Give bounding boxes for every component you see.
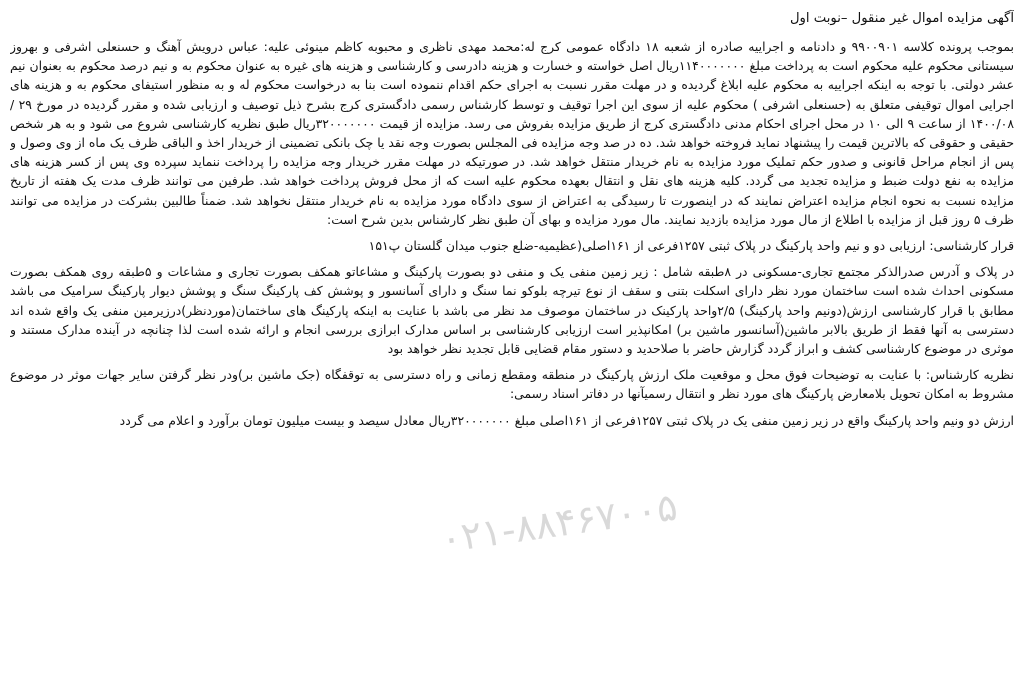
notice-body-paragraph: بموجب پرونده کلاسه ۹۹۰۰۹۰۱ و دادنامه و اجراییه صادره از شعبه ۱۸ دادگاه عمومی کرج له:محمد مهدی ناظری و محبوبه کاظم مینوئی علیه: عباس درویش آهنگ و حسنعلی اشرفی و بهروز سیستانی محکوم علیه محکوم است به پرداخت مبلغ ۱۱۴۰۰۰۰۰۰۰ریال اصل خواسته و خسارت و هزینه دادرسی و کارشناسی و هزینه های غیره به عنوان محکوم به و نیم درصد محکوم به بعنوان نیم عشر دولتی. با توجه به اینکه اجراییه به محکوم علیه ابلاغ گردیده و در مهلت مقرر نسبت به اجرای حکم اقدام ننموده است بنا به درخواست محکوم له و به منظور استیفای محکوم به و هزینه های اجرایی اموال توقیفی متعلق به (حسنعلی اشرفی ) محکوم علیه از سوی این اجرا توقیف و توسط کارشناس رسمی دادگستری کرج بشرح ذیل توصیف و ارزیابی شده و مقرر گردیده در مورخ ۲۹ / ۱۴۰۰/۰۸ از ساعت ۹ الی ۱۰ در محل اجرای احکام مدنی دادگستری کرج از طریق مزایده بفروش می رسد. مزایده از قیمت ۳۲۰۰۰۰۰۰۰ریال طبق نظریه کارشناسی شروع می شود و به هر شخص حقیقی و حقوقی که بالاترین قیمت را پیشنهاد نماید فروخته خواهد شد. ده در صد وجه مزایده فی المجلس بصورت وجه نقد یا چک بانکی تضمینی از خریدار اخذ و الباقی ظرف یک ماه از وی وصول و پس از انجام مراحل قانونی و صدور حکم تملیک مورد مزایده به نام خریدار منتقل خواهد شد. در صورتیکه در مهلت مقرر خریدار وجه مزایده را پرداخت ننماید سپرده وی پس از کسر هزینه های مزایده به نفع دولت ضبط و مزایده تجدید می گردد. کلیه هزینه های نقل و انتقال بعهده محکوم علیه است که از محل فروش پرداخت خواهد شد. طرفین می توانند ظرف مدت یک هفته از تاریخ مزایده نسبت به نحوه انجام مزایده اعتراض نمایند که در اینصورت تا رسیدگی به اعتراض از سوی دادگاه مورد مزایده به نام خریدار منتقل نخواهد شد. ضمناً طالبین بشرکت در مزایده می توانند ظرف ۵ روز قبل از مزایده با اطلاع از مال مورد مزایده بازدید نمایند. مال مورد مزایده و بهای آن طبق نظر کارشناس بدین شرح است:: [10, 39, 1014, 227]
property-description-paragraph: در پلاک و آدرس صدرالذکر مجتمع تجاری-مسکونی در ۸طبقه شامل : زیر زمین منفی یک و منفی دو بصورت پارکینگ و مشاعاتو همکف بصورت تجاری و مشاعات و ۵طبقه روی همکف بصورت مسکونی احداث شده است ساختمان مورد نظر دارای اسکلت بتنی و سقف از نوع تیرچه بلوکو نما سنگ و دارای آسانسور و پوشش کف پارکینگ سنگ و پوشش دیوار پارکینگ سرامیک می باشد مطابق با قرار کارشناسی ارزش(دونیم واحد پارکینگ) ۲/۵واحد پارکینک در ساختمان موصوف مد نظر می باشد با عنایت به اینکه پارکینگ های ساختمان(موردنظر)درزیرمین منفی یک واقع شده اند دسترسی به آنها فقط از طریق بالابر ماشین(آسانسور ماشین بر) امکانپذیر است ارزیابی کارشناسی بر اساس مدارک ابرازی بررسی انجام و ارائه شده است لذا چنانچه در آینده مدارک مستند و موثری در موضوع کارشناسی کشف و ابراز گردد گزارش حاضر با صلاحدید و دستور مقام قضایی قابل تجدید نظر خواهد بود: [10, 264, 1014, 357]
expert-opinion-paragraph: نظریه کارشناس: با عنایت به توضیحات فوق محل و موقعیت ملک ارزش پارکینگ در منطقه ومقطع زمانی و راه دسترسی به توقفگاه (جک ماشین بر)ودر نظر گرفتن سایر جهات موثر در موضوع مشروط به امکان تحویل بلامعارض پارکینگ های مورد نظر و انتقال رسمیآنها در دفاتر اسناد رسمی:: [10, 367, 1014, 402]
phone-watermark: ۰۲۱-۸۸۴۶۷۰۰۵: [438, 484, 681, 562]
auction-notice-document: [10, 8, 1014, 668]
notice-content: [10, 8, 1014, 430]
expert-order-paragraph: قرار کارشناسی: ارزیابی دو و نیم واحد پارکینگ در پلاک ثبتی ۱۲۵۷فرعی از ۱۶۱اصلی(عظیمیه-ضلع جنوب میدان گلستان پ۱۵۱: [368, 238, 1014, 254]
valuation-paragraph: ارزش دو ونیم واحد پارکینگ واقع در زیر زمین منفی یک در پلاک ثبتی ۱۲۵۷فرعی از ۱۶۱اصلی مبلغ ۳۲۰۰۰۰۰۰۰ریال معادل سیصد و بیست میلیون تومان برآورد و اعلام می گردد: [119, 412, 1014, 428]
notice-title: آگهی مزایده اموال غیر منقول –نوبت اول: [789, 11, 1014, 26]
